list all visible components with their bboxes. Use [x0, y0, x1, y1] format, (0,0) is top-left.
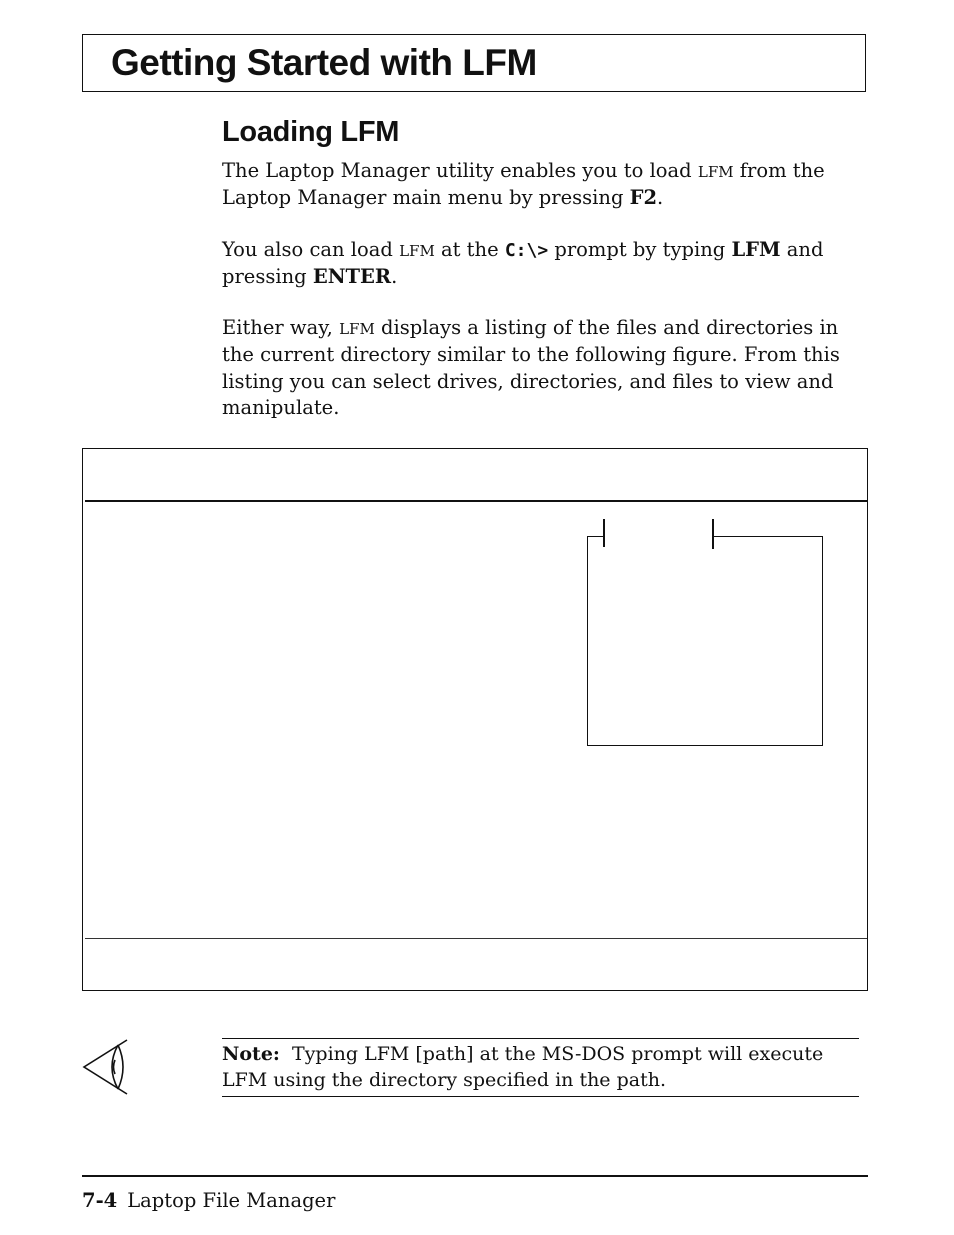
command-lfm: LFM — [731, 238, 781, 261]
note-body: Typing LFM [path] at the MS-DOS prompt will execute LFM using the directory specified in the path. — [222, 1043, 824, 1092]
key-f2: F2 — [629, 186, 658, 210]
figure-title-bar-divider — [85, 500, 867, 502]
panel-tab-marker-left — [603, 519, 605, 547]
text: Either way, — [222, 316, 340, 339]
text: displays a listing of the files and directories in the current directory similar to the following figure. From this listing you can select drives, directories, and files to view and manipulate. — [222, 316, 840, 419]
text: and pressing — [222, 238, 824, 289]
text: The Laptop Manager utility enables you to load — [222, 159, 698, 182]
note-rule-bottom — [222, 1096, 859, 1097]
lfm-smallcaps: LFM — [339, 320, 375, 338]
eye-icon — [82, 1038, 130, 1096]
lfm-smallcaps: LFM — [399, 242, 435, 260]
chapter-title: Getting Started with LFM — [111, 42, 537, 83]
text: You also can load — [222, 238, 400, 261]
manual-title: Laptop File Manager — [127, 1189, 336, 1212]
panel-tab-marker-right — [712, 519, 714, 549]
figure-status-bar-divider — [85, 938, 867, 939]
text: . — [391, 265, 398, 289]
note — [222, 1041, 862, 1094]
key-enter: ENTER — [312, 265, 392, 289]
paragraph-listing — [222, 315, 872, 421]
text: from the Laptop Manager main menu by pressing — [222, 159, 825, 210]
note-label: Note: — [222, 1043, 280, 1065]
text: prompt by typing — [548, 238, 732, 261]
chapter-header — [82, 34, 866, 92]
paragraph-load-from-menu — [222, 158, 872, 212]
paragraph-load-from-prompt — [222, 237, 872, 291]
text: at the — [434, 238, 505, 261]
note-rule-top — [222, 1038, 859, 1039]
page-number: 7-4 — [82, 1189, 118, 1212]
panel-tab-gap — [605, 535, 712, 539]
lfm-smallcaps: LFM — [697, 163, 734, 181]
dos-prompt: C:\> — [504, 240, 549, 261]
figure-inner-panel — [587, 536, 823, 746]
text: . — [657, 186, 664, 210]
page-footer — [82, 1187, 335, 1215]
section-title: Loading LFM — [222, 116, 400, 148]
lfm-screen-figure — [82, 448, 868, 991]
footer-rule — [82, 1175, 868, 1177]
